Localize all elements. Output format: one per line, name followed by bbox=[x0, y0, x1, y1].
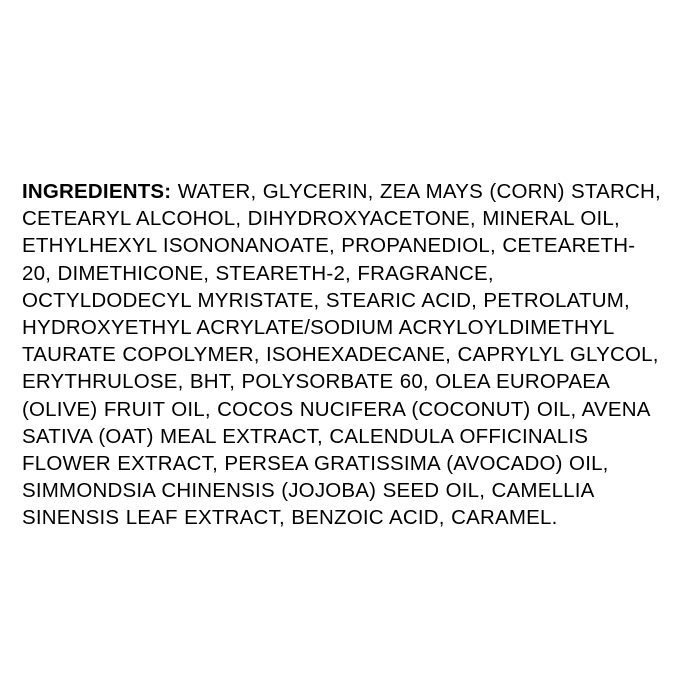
ingredients-label: INGREDIENTS: bbox=[22, 180, 172, 203]
ingredients-list: WATER, GLYCERIN, ZEA MAYS (CORN) STARCH, CETEARYL ALCOHOL, DIHYDROXYACETONE, MINERAL OIL, ETHYLHEXYL ISONONANOATE, PROPANEDIOL, CETEARETH-20, DIMETHICONE, STEARETH-2, FRAGRANCE, OCTYLDODECYL MYRISTATE, STEARIC ACID, PETROLATUM, HYDROXYETHYL ACRYLATE/SODIUM ACRYLOYLDIMETHYL TAURATE COPOLYMER, ISOHEXADECANE, CAPRYLYL GLYCOL, ERYTHRULOSE, BHT, POLYSORBATE 60, OLEA EUROPAEA (OLIVE) FRUIT OIL, COCOS NUCIFERA (COCONUT) OIL, AVENA SATIVA (OAT) MEAL EXTRACT, CALENDULA OFFICINALIS FLOWER EXTRACT, PERSEA GRATISSIMA (AVOCADO) OIL, SIMMONDSIA CHINENSIS (JOJOBA) SEED OIL, CAMELLIA SINENSIS LEAF EXTRACT, BENZOIC ACID, CARAMEL. bbox=[22, 180, 661, 530]
ingredients-paragraph bbox=[22, 178, 662, 532]
ingredients-block bbox=[22, 178, 662, 532]
